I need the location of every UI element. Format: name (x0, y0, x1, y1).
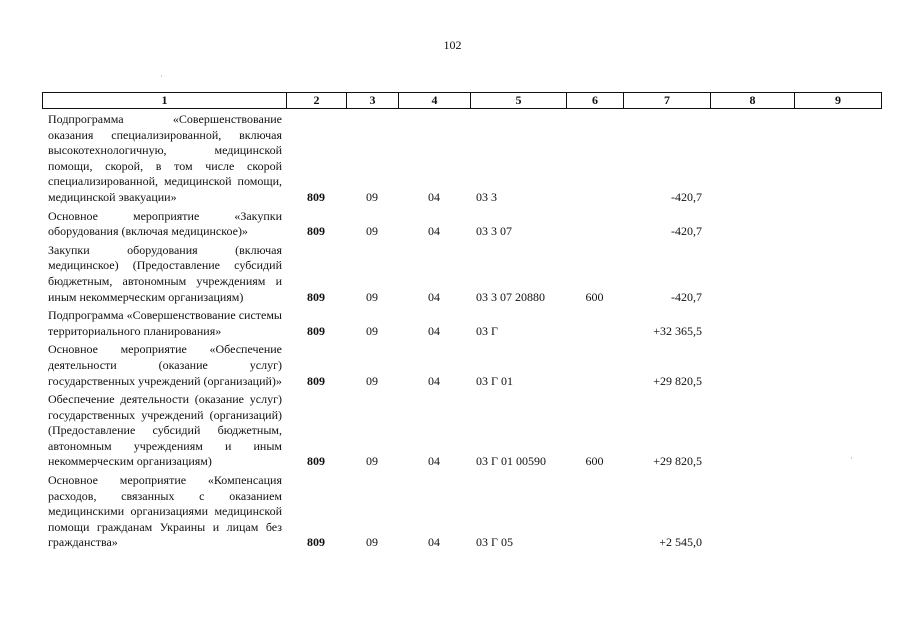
column-header-1: 1 (43, 93, 287, 109)
row-col9 (794, 209, 881, 243)
row-description: Основное мероприятие «Закупки оборудования (включая медицинское)» (48, 208, 282, 239)
row-target-article: 03 3 07 20880 (476, 289, 545, 304)
scan-speck: · (160, 71, 163, 81)
row-target-article: 03 Г 05 (476, 535, 513, 550)
row-expense-type (566, 308, 623, 342)
row-ministry-code: 809 (307, 535, 325, 550)
row-section-code: 09 (366, 289, 378, 304)
column-header-8: 8 (711, 93, 795, 109)
row-amount: +32 365,5 (653, 323, 702, 338)
table-row (42, 473, 881, 554)
row-amount: -420,7 (671, 224, 702, 239)
row-target-article: 03 Г (476, 323, 498, 338)
row-expense-type (566, 112, 623, 209)
column-header-7: 7 (624, 93, 711, 109)
row-amount: +29 820,5 (653, 373, 702, 388)
row-description: Обеспечение деятельности (оказание услуг) государственных учреждений (организаций) (Предоставление субсидий бюджетным, автономным учреждениям и иным некоммерческим организациям) (48, 392, 282, 469)
column-header-2: 2 (287, 93, 347, 109)
row-subsection-code: 04 (428, 189, 440, 204)
row-col9 (794, 342, 881, 392)
row-expense-type (566, 209, 623, 243)
column-header-9: 9 (795, 93, 882, 109)
row-ministry-code: 809 (307, 289, 325, 304)
column-header-3: 3 (347, 93, 399, 109)
table-row (42, 243, 881, 308)
row-col9 (794, 392, 881, 473)
row-description: Основное мероприятие «Компенсация расходов, связанных с оказанием медицинскими организациями медицинской помощи гражданам Украины и лицам без гражданства» (48, 473, 282, 550)
row-expense-type (566, 342, 623, 392)
row-amount: +29 820,5 (653, 454, 702, 469)
row-col8 (710, 392, 794, 473)
row-subsection-code: 04 (428, 323, 440, 338)
row-subsection-code: 04 (428, 535, 440, 550)
row-col8 (710, 243, 794, 308)
row-subsection-code: 04 (428, 289, 440, 304)
row-subsection-code: 04 (428, 224, 440, 239)
row-col8 (710, 308, 794, 342)
row-description: Подпрограмма «Совершенствование оказания специализированной, включая высокотехнологичную, медицинской помощи, скорой, в том числе скорой специализированной, медицинской помощи, медицинской эвакуации» (48, 112, 282, 204)
row-col8 (710, 473, 794, 554)
row-expense-type: 600 (585, 289, 604, 304)
row-target-article: 03 3 (476, 189, 497, 204)
table-row (42, 112, 881, 209)
column-header-table (42, 92, 882, 109)
row-ministry-code: 809 (307, 454, 325, 469)
row-expense-type: 600 (585, 454, 604, 469)
scan-speck: · (850, 453, 853, 463)
row-ministry-code: 809 (307, 373, 325, 388)
row-section-code: 09 (366, 535, 378, 550)
page-number: 102 (443, 38, 462, 52)
column-header-6: 6 (567, 93, 624, 109)
row-subsection-code: 04 (428, 373, 440, 388)
row-amount: -420,7 (671, 289, 702, 304)
row-target-article: 03 Г 01 (476, 373, 513, 388)
row-target-article: 03 3 07 (476, 224, 512, 239)
table-row (42, 392, 881, 473)
row-col9 (794, 112, 881, 209)
row-subsection-code: 04 (428, 454, 440, 469)
row-col9 (794, 243, 881, 308)
row-section-code: 09 (366, 373, 378, 388)
row-amount: +2 545,0 (659, 535, 702, 550)
row-ministry-code: 809 (307, 323, 325, 338)
table-row (42, 209, 881, 243)
row-ministry-code: 809 (307, 224, 325, 239)
row-col8 (710, 209, 794, 243)
column-header-5: 5 (471, 93, 567, 109)
table-row (42, 308, 881, 342)
column-header-row (43, 93, 882, 109)
row-section-code: 09 (366, 454, 378, 469)
table-row (42, 342, 881, 392)
row-col9 (794, 308, 881, 342)
row-description: Основное мероприятие «Обеспечение деятельности (оказание услуг) государственных учреждений (организаций)» (48, 342, 282, 388)
row-col8 (710, 112, 794, 209)
budget-table-body (42, 112, 881, 554)
row-expense-type (566, 473, 623, 554)
row-col9 (794, 473, 881, 554)
row-col8 (710, 342, 794, 392)
row-amount: -420,7 (671, 189, 702, 204)
row-section-code: 09 (366, 224, 378, 239)
column-header-4: 4 (399, 93, 471, 109)
row-target-article: 03 Г 01 00590 (476, 454, 546, 469)
row-description: Закупки оборудования (включая медицинское) (Предоставление субсидий бюджетным, автономным учреждениям и иным некоммерческим организациям) (48, 242, 282, 304)
row-description: Подпрограмма «Совершенствование системы территориального планирования» (48, 308, 282, 338)
row-section-code: 09 (366, 323, 378, 338)
row-ministry-code: 809 (307, 189, 325, 204)
row-section-code: 09 (366, 189, 378, 204)
